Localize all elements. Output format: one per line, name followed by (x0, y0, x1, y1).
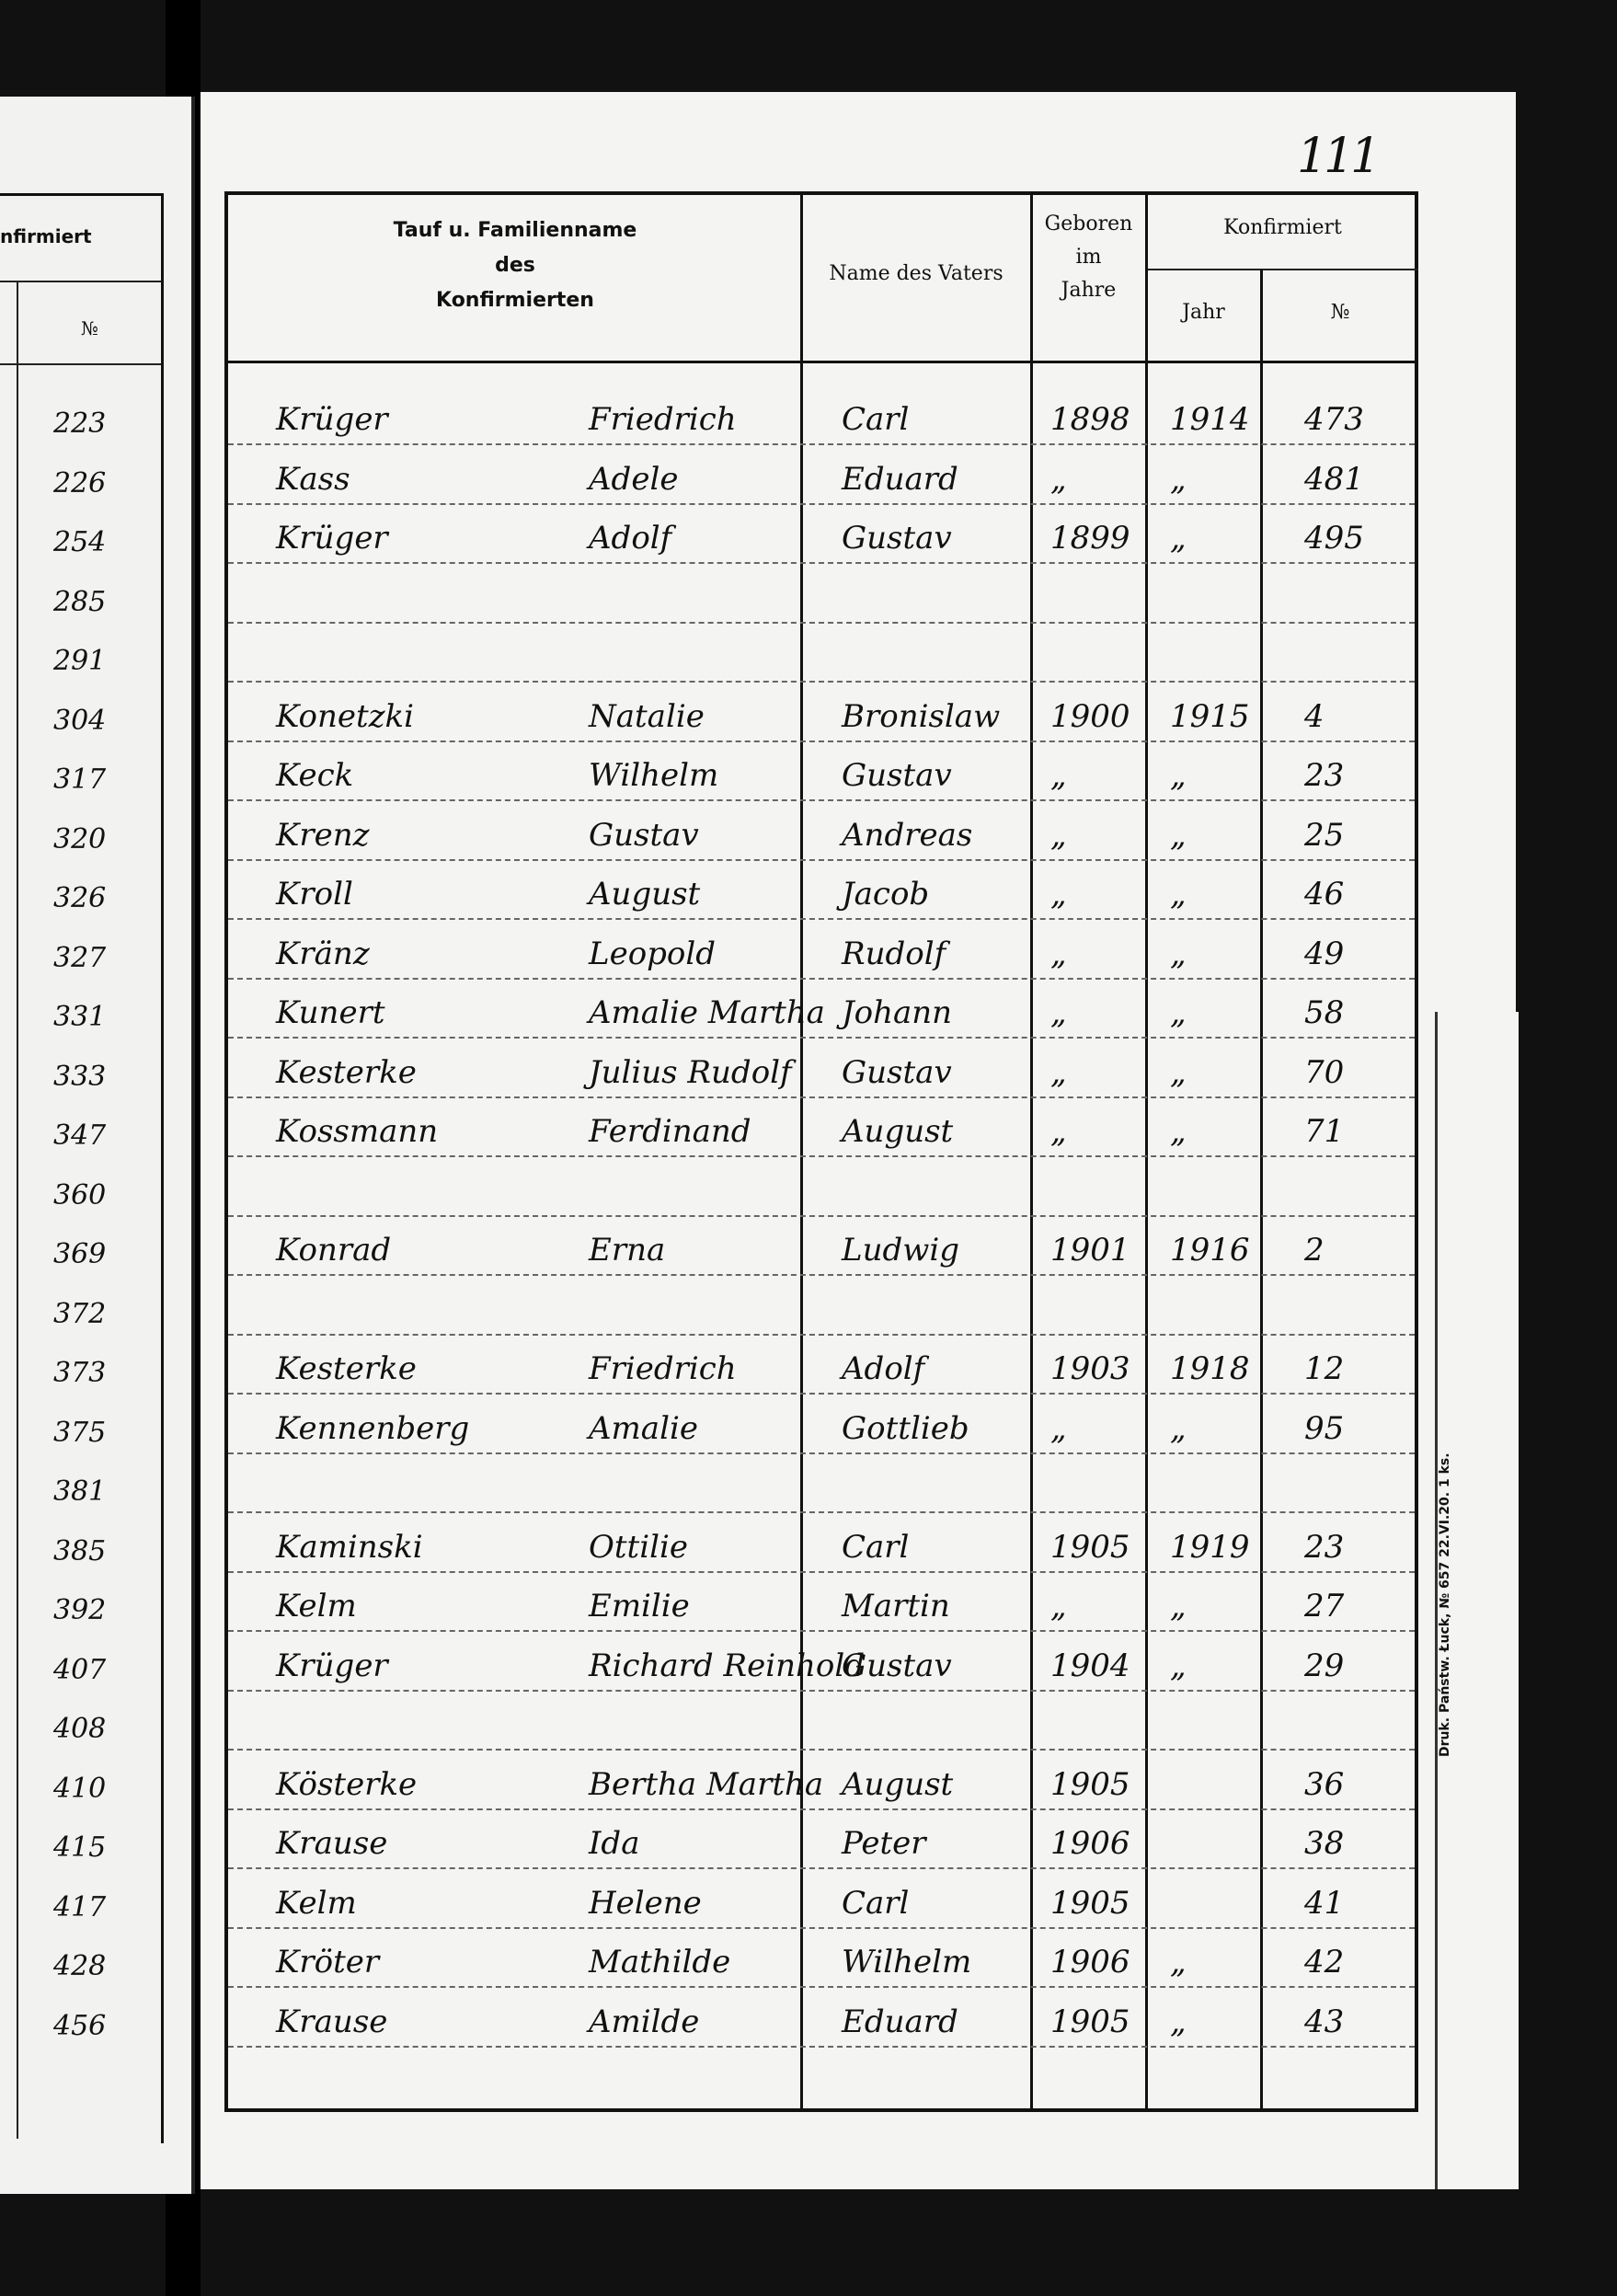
born-year-cell: 1905 (1050, 1884, 1130, 1922)
surname-cell: Kelm (276, 1884, 357, 1922)
left-number: 373 (53, 1357, 107, 1389)
left-page (0, 97, 195, 2194)
confirmed-number-cell: 36 (1304, 1765, 1345, 1803)
father-name-cell: Johann (842, 994, 953, 1031)
confirmed-year-cell: 1919 (1170, 1528, 1250, 1566)
born-year-cell: „ (1050, 1409, 1067, 1447)
born-year-cell: „ (1050, 816, 1067, 854)
confirmed-year-cell: „ (1170, 935, 1187, 972)
left-number: 320 (53, 822, 107, 855)
left-number: 417 (53, 1890, 107, 1923)
confirmed-year-cell: „ (1170, 1588, 1187, 1624)
row-rule (228, 740, 1415, 742)
born-year-cell: „ (1050, 757, 1067, 794)
left-number: 392 (53, 1594, 107, 1626)
row-rule (228, 1096, 1415, 1098)
row-rule (228, 1155, 1415, 1157)
confirmed-number-cell: 25 (1304, 816, 1345, 854)
father-name-cell: Jacob (842, 876, 930, 913)
row-rule (228, 1867, 1415, 1869)
confirmed-number-cell: 58 (1304, 994, 1345, 1031)
left-number: 372 (53, 1297, 107, 1330)
left-number: 369 (53, 1238, 107, 1270)
given-name-cell: Mathilde (589, 1944, 731, 1980)
confirmed-number-cell: 95 (1304, 1409, 1345, 1447)
left-number: 428 (53, 1950, 107, 1982)
confirmed-number-cell: 2 (1304, 1232, 1325, 1269)
born-year-cell: 1905 (1050, 1528, 1130, 1566)
surname-cell: Kroll (276, 876, 353, 913)
surname-cell: Kossmann (276, 1113, 439, 1150)
row-rule (228, 1274, 1415, 1276)
born-year-cell: 1905 (1050, 2003, 1130, 2040)
row-rule (228, 1452, 1415, 1454)
row-rule (228, 2046, 1415, 2048)
born-year-cell: 1906 (1050, 1825, 1130, 1862)
born-year-cell: „ (1050, 460, 1067, 498)
left-number: 407 (53, 1653, 107, 1686)
given-name-cell: Natalie (589, 697, 705, 735)
surname-cell: Keck (276, 757, 354, 794)
given-name-cell: Friedrich (589, 401, 737, 438)
born-year-cell: 1904 (1050, 1647, 1130, 1684)
born-year-cell: 1900 (1050, 697, 1130, 735)
given-name-cell: August (589, 876, 701, 913)
given-name-cell: Leopold (589, 935, 717, 972)
confirmed-number-cell: 43 (1304, 2003, 1345, 2040)
given-name-cell: Ida (589, 1825, 640, 1862)
father-name-cell: Gustav (842, 757, 952, 794)
printer-mark: Druk. Państw. Łuck, № 657 22.VI.20. 1 ks. (1438, 1452, 1452, 1757)
left-number: 304 (53, 704, 107, 737)
header-father-column: Name des Vaters (829, 262, 1003, 285)
given-name-cell: Helene (589, 1884, 702, 1922)
born-year-cell: „ (1050, 994, 1067, 1031)
given-name-cell: Richard Reinhold (589, 1647, 866, 1684)
confirmed-year-cell: „ (1170, 2003, 1187, 2040)
left-number: 333 (53, 1060, 107, 1093)
given-name-cell: Friedrich (589, 1350, 737, 1387)
father-name-cell: August (842, 1765, 954, 1803)
header-name-column (230, 213, 800, 318)
given-name-cell: Emilie (589, 1588, 690, 1624)
left-number: 360 (53, 1178, 107, 1211)
row-rule (228, 1630, 1415, 1632)
father-name-cell: Adolf (842, 1350, 925, 1387)
confirmed-year-cell: 1918 (1170, 1350, 1250, 1387)
given-name-cell: Bertha Martha (589, 1765, 824, 1803)
header-name-line3: Konfirmierten (436, 289, 594, 312)
row-rule (228, 443, 1415, 445)
surname-cell: Krenz (276, 816, 370, 854)
born-year-cell: 1903 (1050, 1350, 1130, 1387)
surname-cell: Krüger (276, 1647, 388, 1684)
header-confirmed-year: Jahr (1182, 301, 1225, 324)
surname-cell: Kesterke (276, 1350, 417, 1387)
given-name-cell: Adele (589, 460, 679, 498)
confirmed-year-cell: 1916 (1170, 1232, 1250, 1269)
confirmed-year-cell: 1914 (1170, 401, 1250, 438)
father-name-cell: Wilhelm (842, 1944, 972, 1980)
surname-cell: Kass (276, 460, 350, 498)
father-name-cell: Martin (842, 1588, 950, 1624)
surname-cell: Kränz (276, 935, 370, 972)
confirmed-year-cell: „ (1170, 816, 1187, 854)
header-born-line3: Jahre (1061, 279, 1117, 302)
row-rule (228, 918, 1415, 920)
given-name-cell: Erna (589, 1232, 666, 1269)
surname-cell: Kröter (276, 1944, 380, 1980)
confirmed-year-cell: „ (1170, 1647, 1187, 1684)
row-rule (228, 859, 1415, 861)
surname-cell: Kunert (276, 994, 385, 1031)
given-name-cell: Ottilie (589, 1528, 688, 1566)
left-header-no: № (81, 317, 98, 339)
left-number: 291 (53, 645, 107, 677)
born-year-cell: „ (1050, 1588, 1067, 1624)
left-number: 410 (53, 1772, 107, 1805)
surname-cell: Konrad (276, 1232, 392, 1269)
confirmed-number-cell: 495 (1304, 520, 1364, 557)
confirmed-number-cell: 473 (1304, 401, 1364, 438)
row-rule (228, 1215, 1415, 1217)
confirmed-year-cell: „ (1170, 460, 1187, 498)
confirmed-year-cell: „ (1170, 1113, 1187, 1150)
born-year-cell: „ (1050, 1113, 1067, 1150)
given-name-cell: Wilhelm (589, 757, 719, 794)
given-name-cell: Adolf (589, 520, 672, 557)
header-born-line2: im (1075, 246, 1102, 269)
surname-cell: Krause (276, 2003, 388, 2040)
confirmed-number-cell: 38 (1304, 1825, 1345, 1862)
header-born-line1: Geboren (1044, 212, 1133, 235)
confirmed-number-cell: 29 (1304, 1647, 1345, 1684)
row-rule (228, 799, 1415, 801)
given-name-cell: Amalie (589, 1409, 698, 1447)
father-name-cell: Carl (842, 401, 910, 438)
left-number: 226 (53, 466, 107, 499)
confirmed-year-cell: „ (1170, 1053, 1187, 1091)
surname-cell: Konetzki (276, 697, 415, 735)
confirmed-number-cell: 42 (1304, 1944, 1345, 1980)
father-name-cell: Gustav (842, 520, 952, 557)
header-name-line1: Tauf u. Familienname (393, 219, 637, 242)
surname-cell: Krause (276, 1825, 388, 1862)
row-rule (228, 1986, 1415, 1988)
confirmed-number-cell: 71 (1304, 1113, 1345, 1150)
given-name-cell: Julius Rudolf (589, 1053, 792, 1091)
left-header-confirmed: nfirmiert (0, 225, 92, 247)
born-year-cell: 1898 (1050, 401, 1130, 438)
confirmed-number-cell: 23 (1304, 757, 1345, 794)
confirmed-year-cell: „ (1170, 1944, 1187, 1980)
confirmed-number-cell: 481 (1304, 460, 1364, 498)
left-number: 327 (53, 941, 107, 974)
left-number: 375 (53, 1416, 107, 1449)
page-number: 111 (1297, 129, 1378, 184)
surname-cell: Kesterke (276, 1053, 417, 1091)
given-name-cell: Ferdinand (589, 1113, 751, 1150)
father-name-cell: Gottlieb (842, 1409, 969, 1447)
confirmed-number-cell: 23 (1304, 1528, 1345, 1566)
given-name-cell: Gustav (589, 816, 699, 854)
left-number: 254 (53, 526, 107, 558)
father-name-cell: Rudolf (842, 935, 946, 972)
register-table-frame (224, 191, 1418, 2112)
confirmed-number-cell: 4 (1304, 697, 1325, 735)
father-name-cell: Eduard (842, 460, 958, 498)
surname-cell: Kaminski (276, 1528, 423, 1566)
left-number: 456 (53, 2009, 107, 2042)
father-name-cell: Andreas (842, 816, 973, 854)
confirmed-number-cell: 12 (1304, 1350, 1345, 1387)
row-rule (228, 1749, 1415, 1751)
surname-cell: Krüger (276, 520, 388, 557)
born-year-cell: „ (1050, 876, 1067, 913)
born-year-cell: 1905 (1050, 1765, 1130, 1803)
confirmed-number-cell: 27 (1304, 1588, 1345, 1624)
given-name-cell: Amalie Martha (589, 994, 825, 1031)
left-number: 385 (53, 1534, 107, 1567)
left-number: 331 (53, 1001, 107, 1033)
row-rule (228, 978, 1415, 980)
surname-cell: Kösterke (276, 1765, 418, 1803)
row-rule (228, 1511, 1415, 1513)
born-year-cell: 1906 (1050, 1944, 1130, 1980)
confirmed-number-cell: 70 (1304, 1053, 1345, 1091)
father-name-cell: Gustav (842, 1053, 952, 1091)
surname-cell: Krüger (276, 401, 388, 438)
father-name-cell: Peter (842, 1825, 926, 1862)
surname-cell: Kennenberg (276, 1409, 470, 1447)
father-name-cell: Carl (842, 1528, 910, 1566)
left-number: 317 (53, 763, 107, 796)
left-number: 408 (53, 1713, 107, 1745)
left-number: 326 (53, 882, 107, 914)
born-year-cell: „ (1050, 1053, 1067, 1091)
header-confirmed-group: Konfirmiert (1223, 216, 1342, 239)
confirmed-year-cell: „ (1170, 876, 1187, 913)
row-rule (228, 562, 1415, 564)
row-rule (228, 1690, 1415, 1692)
left-number: 347 (53, 1119, 107, 1152)
row-rule (228, 622, 1415, 624)
confirmed-year-cell: „ (1170, 994, 1187, 1031)
father-name-cell: Bronislaw (842, 697, 1001, 735)
confirmed-number-cell: 49 (1304, 935, 1345, 972)
left-number: 285 (53, 585, 107, 618)
header-confirmed-no: № (1330, 301, 1350, 324)
row-rule (228, 681, 1415, 683)
confirmed-year-cell: „ (1170, 757, 1187, 794)
father-name-cell: Gustav (842, 1647, 952, 1684)
born-year-cell: „ (1050, 935, 1067, 972)
row-rule (228, 1927, 1415, 1929)
left-number: 381 (53, 1475, 107, 1508)
confirmed-year-cell: 1915 (1170, 697, 1250, 735)
confirmed-year-cell: „ (1170, 1409, 1187, 1447)
row-rule (228, 1571, 1415, 1573)
confirmed-year-cell: „ (1170, 520, 1187, 557)
left-number: 223 (53, 408, 107, 440)
born-year-cell: 1899 (1050, 520, 1130, 557)
given-name-cell: Amilde (589, 2003, 700, 2040)
father-name-cell: August (842, 1113, 954, 1150)
father-name-cell: Ludwig (842, 1232, 959, 1269)
confirmed-number-cell: 46 (1304, 876, 1345, 913)
confirmed-number-cell: 41 (1304, 1884, 1345, 1922)
row-rule (228, 1808, 1415, 1810)
header-name-line2: des (495, 254, 535, 277)
row-rule (228, 503, 1415, 505)
born-year-cell: 1901 (1050, 1232, 1130, 1269)
header-born-column (1032, 208, 1145, 307)
left-number: 415 (53, 1831, 107, 1864)
row-rule (228, 1334, 1415, 1336)
row-rule (228, 1037, 1415, 1039)
father-name-cell: Carl (842, 1884, 910, 1922)
row-rule (228, 1393, 1415, 1395)
surname-cell: Kelm (276, 1588, 357, 1624)
father-name-cell: Eduard (842, 2003, 958, 2040)
